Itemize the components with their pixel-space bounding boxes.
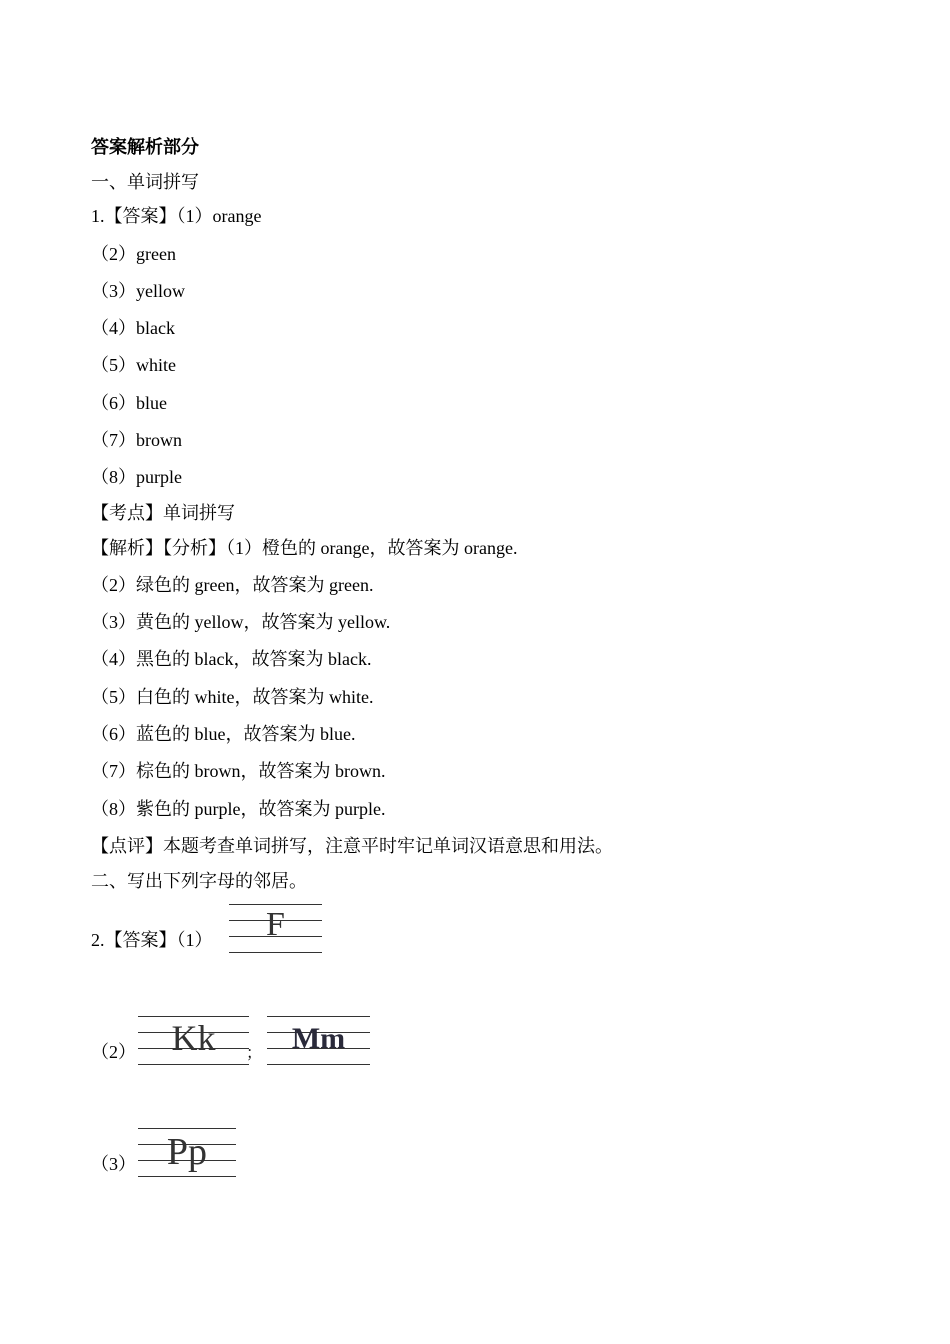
four-line-staff (267, 1016, 370, 1066)
answer-prefix: 2.【答案】（1） (91, 930, 213, 950)
answer-line: （5）white (91, 355, 176, 375)
four-line-staff (229, 904, 322, 954)
kaodian-line: 【考点】单词拼写 (91, 503, 235, 523)
section-title: 一、单词拼写 (91, 172, 199, 192)
letter-answer: Mm (291, 1022, 346, 1055)
letter-answer: Pp (166, 1131, 208, 1173)
analysis-line: （8）紫色的 purple，故答案为 purple. (91, 799, 386, 819)
analysis-line: （6）蓝色的 blue，故答案为 blue. (91, 724, 356, 744)
answer-line: （4）black (91, 318, 175, 338)
heading: 答案解析部分 (91, 137, 199, 157)
analysis-line: （4）黑色的 black，故答案为 black. (91, 649, 372, 669)
analysis-line: 【解析】【分析】（1）橙色的 orange，故答案为 orange. (91, 538, 518, 558)
analysis-line: （2）绿色的 green，故答案为 green. (91, 575, 374, 595)
analysis-line: （3）黄色的 yellow，故答案为 yellow. (91, 612, 391, 632)
letter-answer: Kk (171, 1018, 216, 1058)
answer-line: （3）yellow (91, 281, 185, 301)
section-title: 二、写出下列字母的邻居。 (91, 871, 307, 891)
answer-line: （7）brown (91, 430, 182, 450)
answer-line: 1.【答案】（1）orange (91, 206, 262, 226)
answer-line: （8）purple (91, 467, 182, 487)
four-line-staff (138, 1016, 249, 1066)
answer-prefix: （2） (91, 1042, 136, 1062)
analysis-line: （5）白色的 white，故答案为 white. (91, 687, 374, 707)
four-line-staff (138, 1128, 236, 1178)
letter-answer: F (266, 906, 285, 943)
comment-line: 【点评】本题考查单词拼写，注意平时牢记单词汉语意思和用法。 (91, 836, 613, 856)
separator: ； (246, 1045, 263, 1062)
answer-line: （2）green (91, 244, 176, 264)
answer-line: （6）blue (91, 393, 167, 413)
answer-prefix: （3） (91, 1154, 136, 1174)
analysis-line: （7）棕色的 brown，故答案为 brown. (91, 761, 386, 781)
